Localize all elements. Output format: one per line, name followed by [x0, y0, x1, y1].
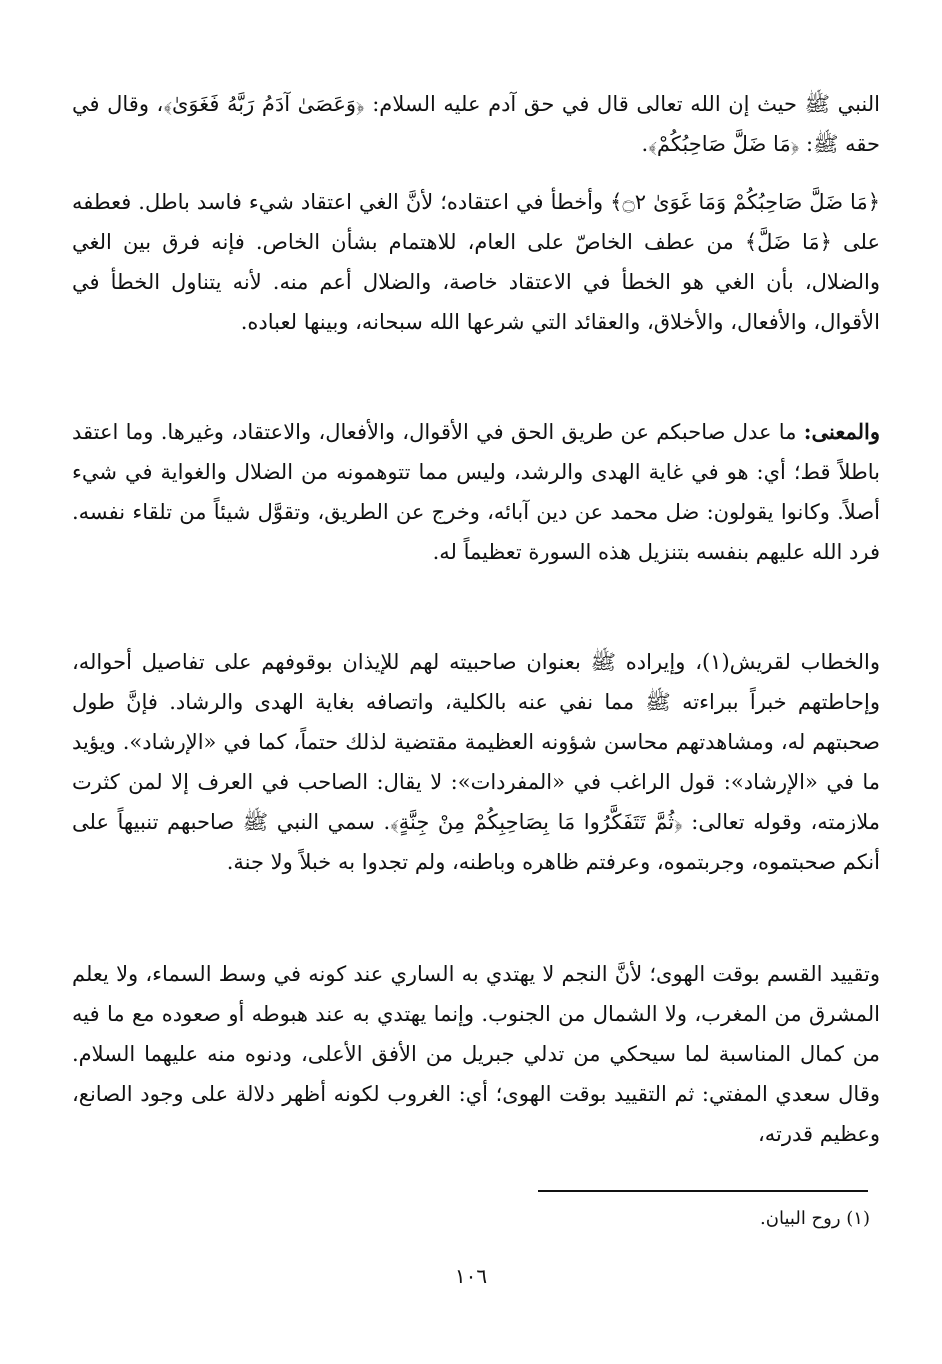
paragraph-2: [72, 182, 880, 342]
paragraph-4: [72, 642, 880, 882]
page-number: ١٠٦: [454, 1264, 488, 1288]
meaning-body: ما عدل صاحبكم عن طريق الحق في الأقوال، والأفعال، والاعتقاد، وغيرها. وما اعتقد باطلاً قط؛ أي: هو في غاية الهدى والرشد، وليس مما تتوهمونه من الضلال والغواية في شيء أصلاً. وكانوا يقولون: ضل محمد عن دين آبائه، وخرج عن الطريق، وتقوَّل شيئاً من تلقاء نفسه. فرد الله عليهم بنفسه بتنزيل هذه السورة تعظيماً له.: [72, 420, 880, 564]
paragraph-2-text: ﴿مَا ضَلَّ صَاحِبُكُمْ وَمَا غَوَىٰ ۝٢﴾ وأخطأ في اعتقاده؛ لأنَّ الغي اعتقاد شيء فاسد باطل. فعطفه على ﴿مَا ضَلَّ﴾ من عطف الخاصّ على العام، للاهتمام بشأن الخاص. فإنه فرق بين الغي والضلال، بأن الغي هو الخطأ في الاعتقاد خاصة، والضلال أعم منه. لأنه يتناول الخطأ في الأقوال، والأفعال، والأخلاق، والعقائد التي شرعها الله سبحانه، وبينها لعباده.: [72, 190, 880, 334]
paragraph-4-text: والخطاب لقريش(١)، وإيراده ﷺ بعنوان صاحبيته لهم للإيذان بوقوفهم على تفاصيل أحواله، وإحاطتهم خبراً ببراءته ﷺ مما نفي عنه بالكلية، واتصافه بغاية الهدى والرشاد. فإنَّ طول صحبتهم له، ومشاهدتهم محاسن شؤونه العظيمة مقتضية لذلك حتماً، كما في «الإرشاد». ويؤيد ما في «الإرشاد»: قول الراغب في «المفردات»: لا يقال: الصاحب في العرف إلا لمن كثرت ملازمته، وقوله تعالى: ﴿ثُمَّ تَتَفَكَّرُوا مَا بِصَاحِبِكُمْ مِنْ جِنَّةٍ﴾. سمي النبي ﷺ صاحبهم تنبيهاً على أنكم صحبتموه، وجربتموه، وعرفتم ظاهره وباطنه، ولم تجدوا به خبلاً ولا جنة.: [72, 650, 881, 874]
paragraph-3: [72, 412, 880, 572]
meaning-heading: والمعنى:: [803, 419, 880, 444]
paragraph-5: [72, 954, 880, 1154]
paragraph-1-text: النبي ﷺ حيث إن الله تعالى قال في حق آدم عليه السلام: ﴿وَعَصَىٰ آدَمُ رَبَّهُ فَغَوَىٰ﴾، وقال في حقه ﷺ: ﴿مَا ضَلَّ صَاحِبُكُمْ﴾.: [72, 92, 880, 156]
footnote-divider: [538, 1190, 868, 1192]
paragraph-1: [72, 84, 880, 164]
footnote: (١) روح البيان.: [760, 1208, 870, 1229]
paragraph-3-text: [72, 412, 880, 572]
paragraph-5-text: وتقييد القسم بوقت الهوى؛ لأنَّ النجم لا يهتدي به الساري عند كونه في وسط السماء، ولا يعلم المشرق من المغرب، ولا الشمال من الجنوب. وإنما يهتدي به عند هبوطه أو صعوده مع ما فيه من كمال المناسبة لما سيحكي من تدلي جبريل من الأفق الأعلى، ودنوه منه عليهما السلام. وقال سعدي المفتي: ثم التقييد بوقت الهوى؛ أي: الغروب لكونه أظهر دلالة على وجود الصانع، وعظيم قدرته،: [72, 962, 880, 1146]
